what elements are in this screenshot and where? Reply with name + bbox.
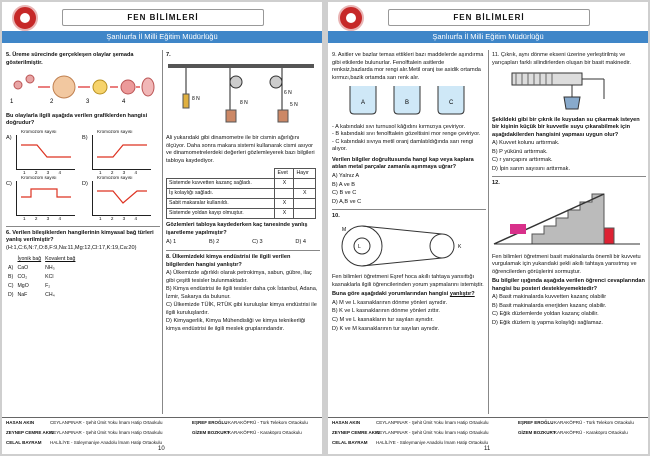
author-name: HASAN AKIN [6,420,35,425]
cell: B) [8,274,14,281]
page-subtitle: Şanlıurfa İl Milli Eğitim Müdürlüğü [328,31,648,43]
question-7 [166,52,320,247]
beaker-label: B [405,100,410,107]
graph-option-a[interactable] [16,128,75,175]
option-a[interactable]: A) M ve L kasnaklarının dönme yönleri aynıdır. [332,299,448,306]
q9-bullet: - C kabındaki sıvıya metil oranj damlatıldığında sarı rengi alıyor. [332,138,474,153]
option-c[interactable]: C) M ve L kasnakların tur sayıları aynıdır. [332,317,434,324]
option-row[interactable] [6,264,77,273]
graph-y-label: Kromozom sayısı [97,174,133,180]
author-name: EŞREF EROĞLU [192,420,228,425]
author-name: ZEYNEP CEMRE AKIN [332,430,380,435]
option-c-label: C) [6,180,12,187]
option-a-label: A) [6,134,12,141]
stage-number: 4 [122,99,126,106]
mark: X [275,199,294,209]
author-school: CEYLANPINAR - Şehit Ümit Yoku İmam Hatip Ortaokulu [50,420,163,425]
stage-number: 3 [86,99,90,106]
q6-stem: 6. Verilen bileşiklerden hangilerinin kimyasal bağ türleri yanlış verilmiştir? [6,229,154,244]
ministry-logo [12,5,38,31]
q9-prompt: Verilen bilgiler doğrultusunda hangi kap veya kaplara atılan metal parçalar zamanla aşınmaya uğrar? [332,156,474,171]
q9-bullet: - B kabındaki sıvı fenolftalein gözeltisini mor renge çeviriyor. [332,131,481,138]
beakers-diagram [332,82,482,120]
q12-text: Fen bilimleri öğretmeni basit makinalarda önemli bir kuvvetu vurgulamak için yukarıdaki şekli akıllı tahtaya yansıtmış ve öğrencilerden görüşlerini sormuştur. [492,253,641,275]
option-a[interactable]: A) Kuvvet kolunu arttırmak. [492,140,560,147]
fertilization-diagram [6,67,156,109]
q7-observation-table [166,168,316,219]
left-column [332,46,486,418]
graph-option-c[interactable] [16,174,75,221]
option-a[interactable]: A) 1 [166,239,177,246]
author-name: EŞREF EROĞLU [518,420,554,425]
author-school: CEYLANPINAR - Şehit Ümit Yoku İmam Hatip Ortaokulu [376,430,489,435]
mark [294,179,316,189]
table-row [167,199,316,209]
force-label: 6 N [284,89,292,96]
cell: CaO [17,265,29,272]
mark: X [294,189,316,199]
inclined-plane-diagram [492,188,642,250]
cell: F₂ [45,283,51,290]
option-d[interactable]: D) K ve M kasnaklarının tur sayıları aynıdır. [332,325,440,332]
col-covalent: Kovalent bağ [45,256,76,263]
question-11 [492,52,646,173]
force-label: 5 N [290,101,298,108]
option-c[interactable]: C) r yarıçapını arttırmak. [492,157,553,164]
mark: X [275,179,294,189]
graph-y-label: Kromozom sayısı [21,128,57,134]
page-footer [2,417,322,454]
author-name: HASAN AKIN [332,420,361,425]
q6-atoms: (H:1,C:6,N:7,O:8,F:9,Na:11,Mg:12,Cl:17,K:19,Ca:20) [6,244,137,251]
page-subtitle: Şanlıurfa İl Milli Eğitim Müdürlüğü [2,31,322,43]
q12-prompt: Bu bilgiler ışığında aşağıda verilen öğrenci cevaplarından hangisi bu posteri destekleyemektedir? [492,278,645,292]
q12-number: 12. [492,180,500,187]
graph-x-label: 1 2 3 4 [99,215,142,221]
mark [294,209,316,219]
col-ionic: İyonik bağ [17,256,42,263]
option-b-label: B) [82,134,88,141]
option-c[interactable]: C) Eğik düzlemlerde yoldan kazanç olabilir. [492,311,599,318]
author-name: GİZEM BOZKURT [518,430,556,435]
stage-number: 1 [10,99,14,106]
author-school: KARAKÖPRÜ - Türk Telekom Ortaokulu [554,420,634,425]
author-name: GİZEM BOZKURT [192,430,230,435]
graph-x-label: 1 2 3 4 [23,215,66,221]
author-school: HALİLİYE - Süleymaniye Anadolu İmam Hatip Ortaokulu [376,440,489,445]
row-label: İş kolaylığı sağladı. [167,189,275,199]
option-row[interactable] [6,282,77,291]
divider [6,226,160,227]
graph-x-label: 1 2 3 4 [99,169,142,175]
option-d[interactable]: D) Kimyagerlik, Kimya Mühendisliği ve kimya teknikerliği kimya endüstrisi ile ilgili meslek gruplarındandır. [166,318,306,332]
table-row [167,189,316,199]
table-row [167,209,316,219]
page-header [328,2,648,46]
cell: MgO [17,283,29,290]
footer-row [6,430,318,438]
question-9 [332,52,486,206]
cell: CH₄ [45,292,55,299]
row-label: Sabit makaralar kullanıldı. [167,199,275,209]
q7-options [166,239,306,247]
beaker-label: A [361,100,366,107]
page-title: FEN BİLİMLERİ [388,9,590,26]
column-divider [162,50,163,414]
question-6 [6,230,160,301]
cell: A) [8,265,14,272]
pulley-label: M [342,226,347,233]
option-b[interactable]: B) Basit makinalarda enerjiden kazanç olabilir. [492,302,607,309]
pulley-label: L [358,243,361,250]
option-row[interactable] [6,273,77,282]
divider [332,209,486,210]
footer-row [332,420,644,428]
mark: X [275,209,294,219]
graph-x-label: 1 2 3 4 [23,169,66,175]
divider [492,176,646,177]
graph-y-label: Kromozom sayısı [97,128,133,134]
page-number: 10 [158,446,165,452]
option-b[interactable]: B) Kimya endüstrisi ile ilgili tesisler daha çok İstanbul, Adana, İzmir, Sakarya da bulunur. [166,286,318,300]
cell: CO₂ [17,274,28,281]
graph-y-label: Kromozom sayısı [21,174,57,180]
q6-options-table [6,255,77,300]
cell: KCl [45,274,54,281]
option-a[interactable]: A) Yalnız A [332,173,360,180]
q9-stem: 9. Asitler ve bazlar temas ettikleri bazı maddelerde aşındırma gibi etkilerde bulunurlar. Fenolftalein asitlerde renksiz,bazlarda mor rengi alır.Metil oranj ise asidik ortamda kırmızı,bazik ortamda sarı renk alır. [332,52,484,81]
cell: NH₃ [45,265,55,272]
row-label: Sistemde kuvvetten kazanç sağladı. [167,179,275,189]
q10-number: 10. [332,213,340,220]
mark [275,189,294,199]
cell: D) [8,292,14,299]
option-d[interactable]: D) İpin sarım sayısını arttırmak. [492,165,571,172]
option-c[interactable]: C) Ülkemizde TÜİK, RTÜK gibi kuruluşlar kimya endüstrisi ile ilgili kuruluşlardır. [166,302,317,316]
footer-row [6,420,318,428]
q5-graph-grid [6,128,160,223]
pulley-label: K [458,243,462,250]
windlass-diagram [492,67,642,113]
q5-prompt: Bu olaylarla ilgili aşağıda verilen grafiklerden hangisi doğrudur? [6,112,148,127]
q5-stem: 5. Üreme sürecinde gerçekleşen olaylar şemada gösterilmiştir. [6,52,134,66]
left-column [6,46,160,418]
option-d[interactable]: D) A,B ve C [332,198,362,205]
author-school: CEYLANPINAR - Şehit Ümit Yoku İmam Hatip Ortaokulu [50,430,163,435]
option-row[interactable] [6,291,77,300]
q10-prompt-emphasis: yanlıştır? [449,291,475,298]
q10-prompt-text: Buna göre aşağıdaki yorumlarından hangisi [332,291,449,298]
right-column [492,46,646,418]
col-yes: Evet [275,169,294,179]
force-label: 8 N [240,99,248,106]
option-a[interactable]: A) Basit makinalarda kuvvetten kazanç olabilir [492,294,607,301]
divider [166,250,320,251]
option-d[interactable]: D) 4 [295,239,306,246]
option-d-label: D) [82,180,88,187]
q10-text: Fen bilimleri öğretmeni Eşref hoca akıllı tahtaya yansıttığı kasnaklarla ilgili öğrencilerinden yorum yapmalarını istemiştir. [332,274,484,288]
ministry-logo [338,5,364,31]
option-c[interactable]: C) B ve C [332,190,357,197]
mark [294,199,316,209]
footer-row [332,430,644,438]
option-b[interactable]: B) P yükünü arttırmak. [492,148,548,155]
exam-page-left [2,2,322,454]
q7-prompt: Gözlemleri tabloya kaydederken kaç tanesinde yanlış işaretleme yapılmıştır? [166,222,308,236]
graph-option-d[interactable] [92,174,151,221]
author-name: CELAL BAYRAM [6,440,42,445]
row-label: Sistemde yoldan kayıp olmuştur. [167,209,275,219]
option-c[interactable]: C) 3 [252,239,263,246]
force-label: 8 N [192,95,200,102]
cell: C) [8,283,14,290]
author-school: KARAKÖPRÜ - Türk Telekom Ortaokulu [228,420,308,425]
author-school: HALİLİYE - Süleymaniye Anadolu İmam Hatip Ortaokulu [50,440,163,445]
q7-text: Ali yukarıdaki gibi dinamometre ile bir cismin ağırlığını ölçüyor. Daha sonra makara sistemi kullanarak cismi asıyor ve dinamometrelerdeki değerleri gözlemleyerek bazı bilgileri tabloya kaydediyor. [166,135,315,164]
q10-prompt [332,291,486,299]
page-number: 11 [484,446,491,452]
question-10 [332,213,486,333]
question-5 [6,52,160,223]
q8-stem: 8. Ülkemizdeki kimya endüstrisi ile ilgili verilen bilgilerden hangisi yanlıştır? [166,254,291,268]
option-b[interactable]: B) 2 [209,239,220,246]
q7-number: 7. [166,52,171,58]
page-footer [328,417,648,454]
stage-number: 2 [50,99,54,106]
question-12 [492,180,646,327]
q11-prompt: Şekildeki gibi bir çıkrık ile kuyudan su çıkarmak isteyen bir kişinin küçük bir kuvvetle suyu çıkarabilmek için aşağıdakilerden hangisini yapması uygun olur? [492,116,640,138]
page-header [2,2,322,46]
pulley-diagram [166,60,316,132]
author-name: ZEYNEP CEMRE AKIN [6,430,54,435]
beaker-label: C [449,100,454,107]
option-b[interactable]: B) A ve B [332,181,356,188]
author-school: CEYLANPINAR - Şehit Ümit Yoku İmam Hatip Ortaokulu [376,420,489,425]
question-8 [166,254,320,333]
author-school: KARAKÖPRÜ - Karaköprü Ortaokulu [228,430,302,435]
q9-bullet: - A kabındaki sıvı turnusol kâğıdını kırmızıya çeviriyor. [332,123,466,130]
pulleys-diagram [332,221,482,271]
author-name: CELAL BAYRAM [332,440,368,445]
exam-page-right [328,2,648,454]
page-title: FEN BİLİMLERİ [62,9,264,26]
column-divider [488,50,489,414]
egg-cell-shape [53,76,75,98]
right-column [166,46,320,418]
option-a[interactable]: A) Ülkemizde ağırlıklı olarak petrokimya, sabun, gübre, ilaç gibi çeşitli tesisler bulunmaktadır. [166,270,312,284]
col-no: Hayır [294,169,316,179]
option-b[interactable]: B) K ve L kasnaklarının dönme yönleri zıttır. [332,308,440,315]
graph-option-b[interactable] [92,128,151,175]
table-row [167,179,316,189]
author-school: KARAKÖPRÜ - Karaköprü Ortaokulu [554,430,628,435]
cell: NaF [17,292,28,299]
option-d[interactable]: D) Eğik düzlem iş yapma kolaylığı sağlamaz. [492,319,603,326]
q11-stem: 11. Çıkrık, aynı dönme ekseni üzerine yerleştirilmiş ve yarıçapları farklı silindirlerden oluşan bir basit makinedir. [492,52,631,66]
